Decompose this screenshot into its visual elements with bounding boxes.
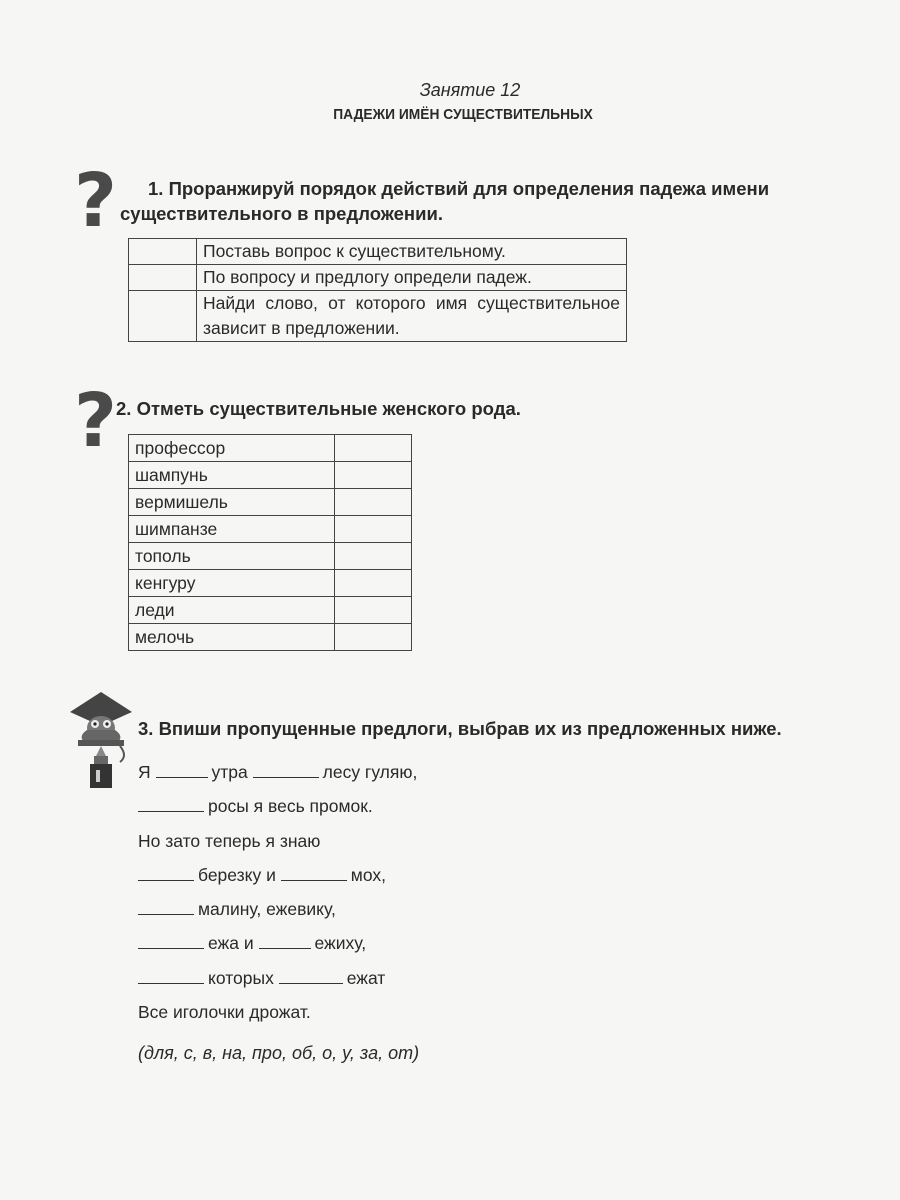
blank-input[interactable] <box>138 967 204 984</box>
gender-table <box>128 434 412 651</box>
rank-input[interactable] <box>129 265 197 291</box>
poem-line <box>138 1000 417 1034</box>
poem-text: Все иголочки дрожат. <box>138 1002 311 1023</box>
word-cell: шампунь <box>129 462 335 489</box>
blank-input[interactable] <box>259 932 311 949</box>
poem-line <box>138 829 417 863</box>
task2-heading: 2. Отметь существительные женского рода. <box>116 398 521 419</box>
word-cell: тополь <box>129 543 335 570</box>
word-cell: вермишель <box>129 489 335 516</box>
poem-text: березку и <box>198 864 276 885</box>
question-mark-icon: ? <box>74 378 117 464</box>
poem-line <box>138 931 417 965</box>
task3-heading: 3. Впиши пропущенные предлоги, выбрав их из предложенных ниже. <box>138 718 782 739</box>
poem-text: Но зато теперь я знаю <box>138 830 321 851</box>
table-row <box>129 291 627 342</box>
blank-input[interactable] <box>156 761 208 778</box>
blank-input[interactable] <box>138 795 204 812</box>
mark-cell[interactable] <box>335 624 412 651</box>
question-mark-icon: ? <box>74 158 117 244</box>
poem-text: малину, ежевику, <box>198 899 336 920</box>
task1-line1: 1. Проранжируй порядок действий для определения падежа имени <box>148 178 770 199</box>
word-cell: мелочь <box>129 624 335 651</box>
step-text: По вопросу и предлогу определи падеж. <box>197 265 627 291</box>
step-text: Поставь вопрос к существительному. <box>197 239 627 265</box>
owl-scholar-icon <box>68 690 134 790</box>
task1-line2: существительного в предложении. <box>120 203 443 224</box>
rank-input[interactable] <box>129 291 197 342</box>
poem-text: ежа и <box>208 933 254 954</box>
preposition-options: (для, с, в, на, про, об, о, у, за, от) <box>138 1043 420 1063</box>
blank-input[interactable] <box>138 864 194 881</box>
poem-line <box>138 863 417 897</box>
poem-line <box>138 760 417 794</box>
poem-text: ежиху, <box>314 933 367 954</box>
word-cell: кенгуру <box>129 570 335 597</box>
mark-cell[interactable] <box>335 435 412 462</box>
mark-cell[interactable] <box>335 597 412 624</box>
table-row <box>129 597 412 624</box>
lesson-number: Занятие 12 <box>419 80 521 100</box>
poem-line <box>138 897 417 931</box>
poem-text: которых <box>208 967 274 988</box>
table-row <box>129 624 412 651</box>
table-row <box>129 462 412 489</box>
rank-input[interactable] <box>129 239 197 265</box>
word-cell: шимпанзе <box>129 516 335 543</box>
topic-text: ПАДЕЖИ ИМЁН СУЩЕСТВИТЕЛЬНЫХ <box>333 106 593 123</box>
mark-cell[interactable] <box>335 516 412 543</box>
poem-text: лесу гуляю, <box>322 762 418 782</box>
blank-input[interactable] <box>281 864 347 881</box>
lesson-topic <box>37 106 889 123</box>
table-row <box>129 516 412 543</box>
poem-text: ежат <box>346 967 386 988</box>
table-row <box>129 570 412 597</box>
poem-text: росы я весь промок. <box>208 796 373 817</box>
table-row <box>129 543 412 570</box>
step-text: Найди слово, от которого имя существительное зависит в предложении. <box>197 291 627 342</box>
blank-input[interactable] <box>253 761 319 778</box>
poem-line <box>138 794 417 828</box>
poem <box>138 760 417 1034</box>
blank-input[interactable] <box>279 967 343 984</box>
mark-cell[interactable] <box>335 462 412 489</box>
mark-cell[interactable] <box>335 489 412 516</box>
poem-text: Я <box>138 762 151 782</box>
poem-text: утра <box>211 762 248 782</box>
poem-text: мох, <box>350 864 386 885</box>
task1-heading <box>120 176 860 226</box>
blank-input[interactable] <box>138 932 204 949</box>
blank-input[interactable] <box>138 898 194 915</box>
poem-line <box>138 966 417 1000</box>
word-cell: леди <box>129 597 335 624</box>
mark-cell[interactable] <box>335 570 412 597</box>
table-row <box>129 265 627 291</box>
word-cell: профессор <box>129 435 335 462</box>
table-row <box>129 489 412 516</box>
ranking-table <box>128 238 627 342</box>
table-row <box>129 435 412 462</box>
table-row <box>129 239 627 265</box>
mark-cell[interactable] <box>335 543 412 570</box>
